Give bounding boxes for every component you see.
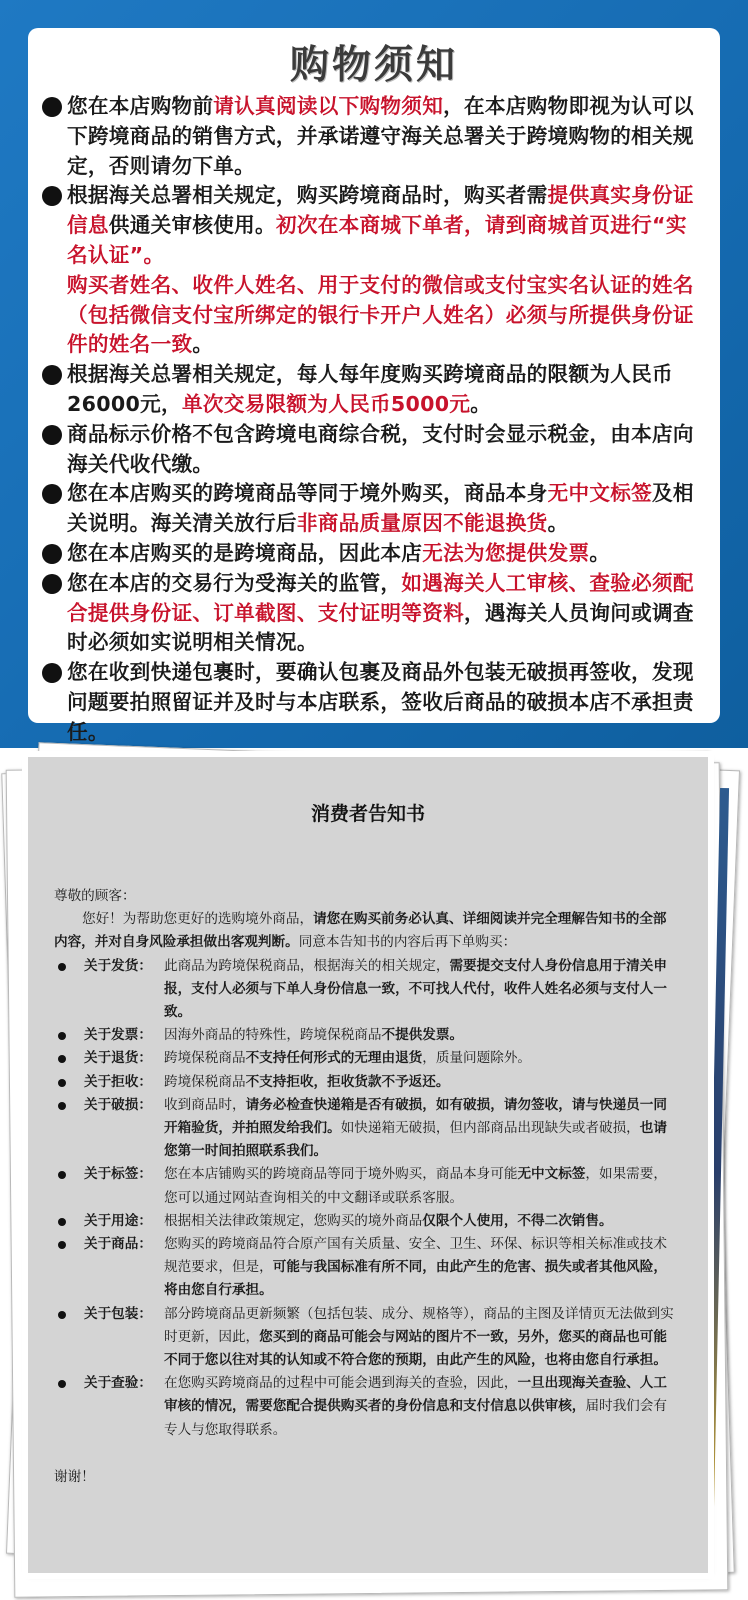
item-text: 跨境保税商品 <box>164 1050 246 1067</box>
bullet-icon <box>58 1218 66 1226</box>
bullet-icon <box>58 1241 66 1249</box>
consumer-notice-item <box>54 1163 674 1209</box>
notice-text: 及相关说明。海关清关放行后 <box>67 481 694 536</box>
item-text: 如快递箱无破损，但内部商品出现缺失或者破损， <box>340 1120 640 1137</box>
item-label: 关于包装： <box>84 1305 152 1322</box>
notice-item <box>42 658 706 747</box>
item-label: 关于发票： <box>84 1027 152 1044</box>
consumer-notice-title: 消费者告知书 <box>310 803 425 825</box>
item-text: 也请您第一时间拍照联系我们。 <box>164 1120 667 1160</box>
greeting: 尊敬的顾客： <box>54 888 136 904</box>
notice-highlight-text: 如遇海关人工审核、查验必须配合提供身份证、订单截图、支付证明等资料 <box>67 570 694 625</box>
notice-highlight-text: 提供真实身份证信息 <box>67 183 694 238</box>
consumer-notice-item <box>54 1303 674 1373</box>
notice-text: ，在本店购物即视为认可以下跨境商品的销售方式，并承诺遵守海关总署关于跨境购物的相关规定，否则请勿下单。 <box>67 94 694 178</box>
bullet-icon <box>58 1171 66 1179</box>
thanks-text: 谢谢！ <box>54 1468 95 1485</box>
bullet-icon <box>42 663 62 683</box>
item-text: 部分跨境商品更新频繁（包括包装、成分、规格等），商品的主图及详情页无法做到实时更新，因此， <box>164 1305 674 1345</box>
notice-item <box>42 479 706 539</box>
bullet-icon <box>42 425 62 445</box>
item-text: 因海外商品的特殊性，跨境保税商品 <box>164 1027 382 1044</box>
notice-text: 您在本店购物前 <box>67 94 214 118</box>
consumer-notice-paper <box>28 757 708 1573</box>
consumer-notice-item <box>54 1047 674 1070</box>
item-text: 不提供发票。 <box>381 1027 464 1044</box>
item-text: ，如果需要，您可以通过网站查询相关的中文翻译或联系客服。 <box>164 1166 667 1206</box>
intro-text: 请您在购买前务必认真、详细阅读并完全理解告知书的全部内容，并对自身风险承担做出客观判断。 <box>54 911 667 951</box>
bullet-icon <box>58 1079 66 1087</box>
item-text: 不支持任何形式的无理由退货 <box>245 1050 423 1067</box>
consumer-notice-list <box>54 955 674 1442</box>
bullet-icon <box>42 365 62 385</box>
item-text: 无中文标签 <box>517 1166 586 1183</box>
item-label: 关于查验： <box>84 1375 152 1392</box>
bullet-icon <box>42 97 62 117</box>
item-text: 可能与我国标准有所不同，由此产生的危害、损失或者其他风险，将由您自行承担。 <box>164 1259 667 1299</box>
notice-text: 。 <box>547 511 569 536</box>
notice-text: 根据海关总署相关规定，购买跨境商品时，购买者需 <box>67 183 548 208</box>
bullet-icon <box>42 186 62 206</box>
item-text: 届时我们会有专人与您取得联系。 <box>164 1398 667 1438</box>
item-label: 关于拒收： <box>84 1073 152 1090</box>
notice-item <box>42 360 706 420</box>
shopping-notice-title: 购物须知 <box>289 43 458 88</box>
notice-text: 您在本店购买的跨境商品等同于境外购买，商品本身 <box>67 481 548 506</box>
notice-highlight-text: 无法为您提供发票 <box>422 540 590 565</box>
bullet-icon <box>58 1102 66 1110</box>
item-label: 关于商品： <box>84 1236 152 1253</box>
consumer-notice-body <box>54 885 674 1489</box>
item-text: 您在本店铺购买的跨境商品等同于境外购买，商品本身可能 <box>164 1166 518 1183</box>
notice-item <box>42 181 706 360</box>
bullet-icon <box>58 1380 66 1388</box>
item-label: 关于标签： <box>84 1166 152 1183</box>
bullet-icon <box>42 484 62 504</box>
consumer-notice-item <box>54 1210 674 1233</box>
notice-text: 您在本店的交易行为受海关的监管， <box>67 570 402 595</box>
item-text: 收到商品时， <box>164 1096 246 1113</box>
item-text: 仅限个人使用，不得二次销售。 <box>422 1212 613 1229</box>
bullet-icon <box>42 574 62 594</box>
consumer-notice-panel <box>0 748 748 1600</box>
item-text: 根据相关法律政策规定，您购买的境外商品 <box>164 1212 423 1229</box>
consumer-notice-item <box>54 1071 674 1094</box>
notice-highlight-text: 请认真阅读以下购物须知 <box>213 94 444 118</box>
item-label: 关于退货： <box>84 1050 152 1067</box>
item-label: 关于破损： <box>84 1096 152 1113</box>
bullet-icon <box>58 963 66 971</box>
intro-text: 您好！为帮助您更好的选购境外商品， <box>82 911 314 928</box>
bullet-icon <box>58 1311 66 1319</box>
notice-highlight-text: 初次在本商城下单者，请到商城首页进行“实名认证”。 <box>67 213 687 267</box>
notice-text: 您在收到快递包裹时，要确认包裹及商品外包装无破损再签收，发现问题要拍照留证并及时与本店联系，签收后商品的破损本店不承担责任。 <box>67 660 694 744</box>
shopping-notice-card <box>28 28 720 744</box>
item-text: 在您购买跨境商品的过程中可能会遇到海关的查验，因此， <box>164 1375 518 1392</box>
notice-text: 。 <box>589 540 611 565</box>
intro-paragraph <box>54 908 674 954</box>
item-text: ，质量问题除外。 <box>422 1050 532 1067</box>
item-text: 不支持拒收，拒收货款不予返还。 <box>245 1073 450 1090</box>
shopping-notice-panel <box>0 0 748 748</box>
item-text: 您买到的商品可能会与网站的图片不一致，另外，您买的商品也可能不同于您以往对其的认知或不符合您的预期，由此产生的风险，也将由您自行承担。 <box>164 1328 667 1369</box>
notice-text: 供通关审核使用。 <box>108 213 276 238</box>
item-text: 请务必检查快递箱是否有破损，如有破损，请勿签收，请与快递员一同开箱验货，并拍照发给我们。 <box>164 1096 667 1137</box>
item-text: 您购买的跨境商品符合原产国有关质量、安全、卫生、环保、标识等相关标准或技术规范要求，但是， <box>164 1236 667 1276</box>
bullet-icon <box>42 544 62 564</box>
consumer-notice-item <box>54 1094 674 1164</box>
notice-item <box>42 92 706 181</box>
consumer-notice-item <box>54 1233 674 1303</box>
item-text: 此商品为跨境保税商品，根据海关的相关规定， <box>164 957 450 974</box>
notice-highlight-text: 非商品质量原因不能退换货 <box>296 511 548 536</box>
notice-text: 。 <box>192 332 214 357</box>
notice-highlight-text: 单次交易限额为人民币5000元 <box>181 391 471 416</box>
shopping-notice-list <box>42 92 706 748</box>
notice-text: 商品标示价格不包含跨境电商综合税，支付时会显示税金，由本店向海关代收代缴。 <box>67 421 694 476</box>
notice-highlight-text: 购买者姓名、收件人姓名、用于支付的微信或支付宝实名认证的姓名（包括微信支付宝所绑定的银行卡开户人姓名）必须与所提供身份证件的姓名一致 <box>67 272 694 357</box>
item-text: 跨境保税商品 <box>164 1073 246 1090</box>
intro-text: 同意本告知书的内容后再下单购买： <box>298 934 517 951</box>
bullet-icon <box>58 1055 66 1063</box>
consumer-notice-item <box>54 1372 674 1442</box>
notice-highlight-text: 无中文标签 <box>547 481 653 506</box>
notice-item <box>42 539 706 569</box>
item-text: 一旦出现海关查验、人工审核的情况，需要您配合提供购买者的身份信息和支付信息以供审核， <box>164 1375 667 1415</box>
notice-text: ，遇海关人员询问或调查时必须如实说明相关情况。 <box>67 600 694 655</box>
consumer-notice-item <box>54 1024 674 1047</box>
consumer-notice-item <box>54 955 674 1025</box>
notice-text: 您在本店购买的是跨境商品，因此本店 <box>67 540 423 565</box>
notice-text: 根据海关总署相关规定，每人每年度购买跨境商品的限额为人民币26000元， <box>67 362 673 416</box>
bullet-icon <box>58 1032 66 1040</box>
item-text: 需要提交支付人身份信息用于清关申报，支付人必须与下单人身份信息一致，不可找人代付，收件人姓名必须与支付人一致。 <box>164 957 667 1021</box>
item-label: 关于用途： <box>84 1212 152 1229</box>
notice-item <box>42 420 706 480</box>
notice-text: 。 <box>470 391 492 416</box>
item-label: 关于发货： <box>84 957 152 974</box>
notice-item <box>42 569 706 658</box>
